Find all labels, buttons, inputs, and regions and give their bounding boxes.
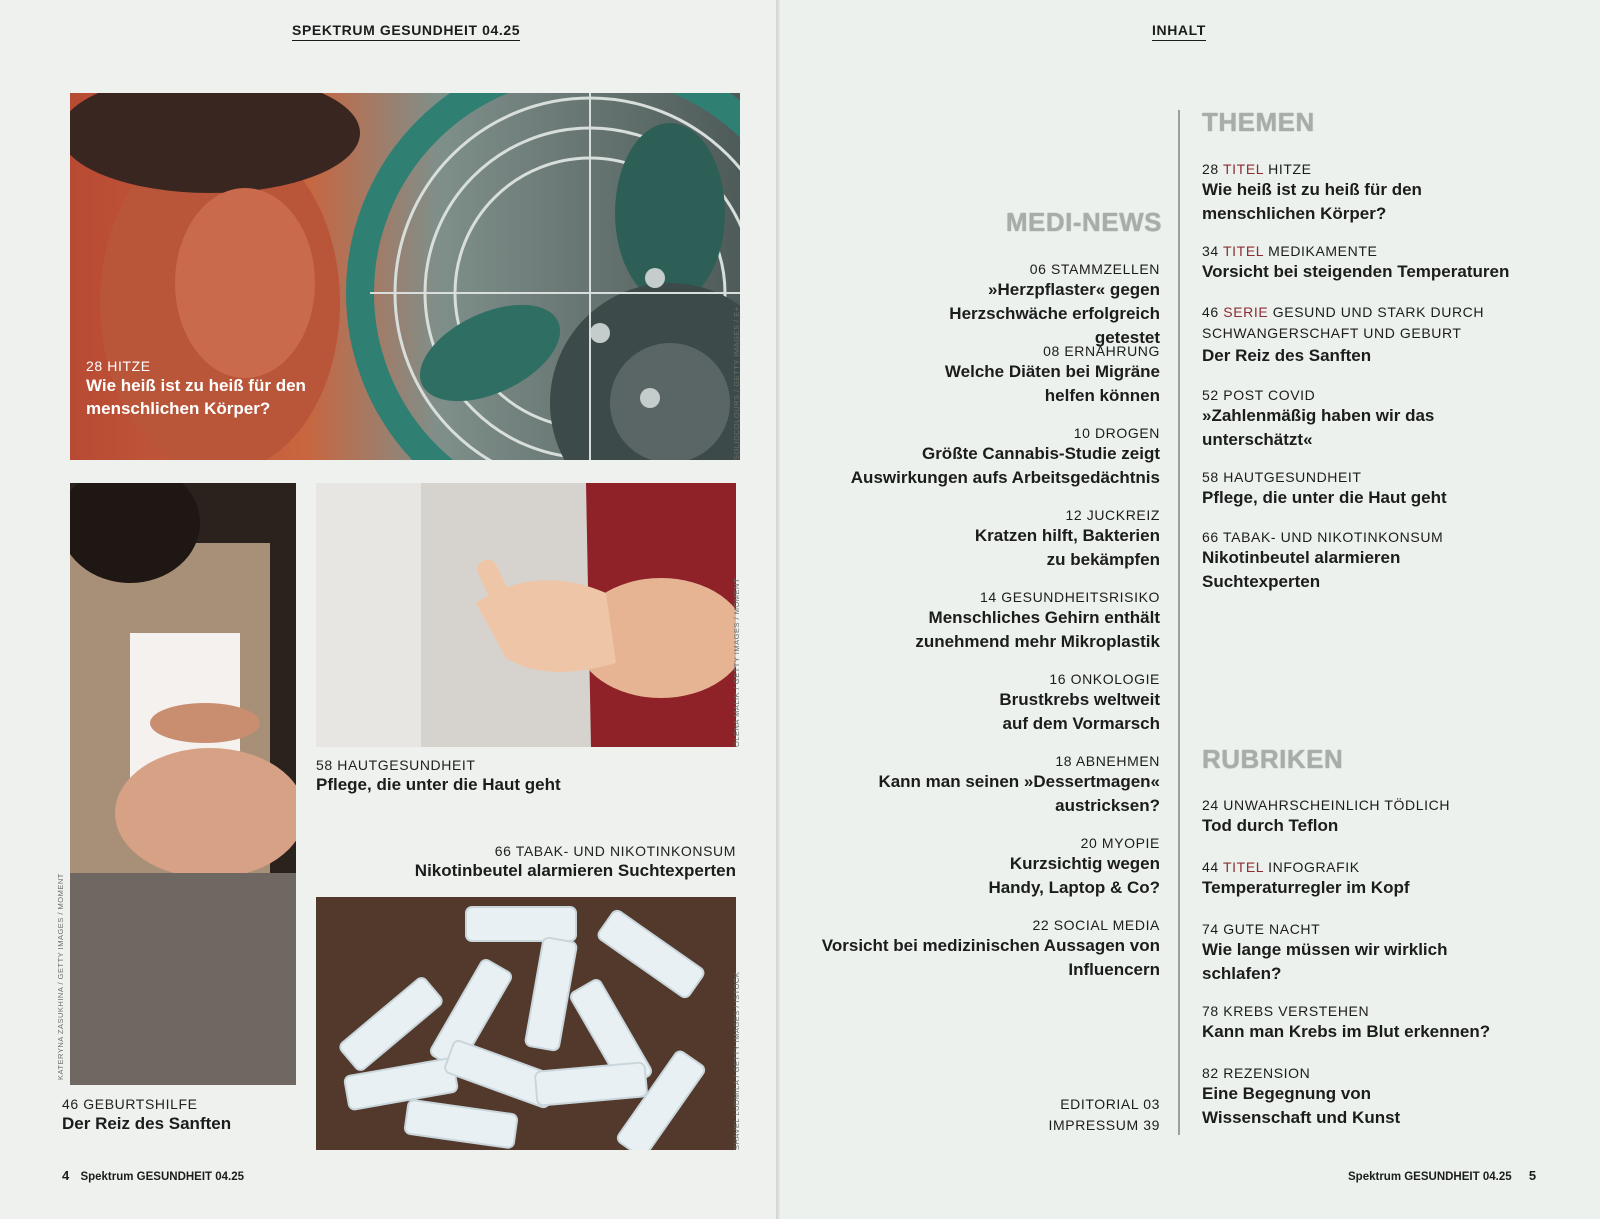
feature-rubric: 46 GEBURTSHILFE (62, 1096, 198, 1112)
toc-rubric: REZENSION (1223, 1065, 1311, 1081)
misc-label: IMPRESSUM (1048, 1117, 1139, 1133)
toc-entry[interactable] (820, 506, 1160, 572)
toc-title: Nikotinbeutel alarmieren Suchtexperten (1202, 548, 1401, 591)
feature-rubric: 58 HAUTGESUNDHEIT (316, 757, 476, 773)
toc-rubric: GESUND UND STARK DURCH SCHWANGERSCHAFT UND GEBURT (1202, 304, 1485, 341)
section-heading-medi-news: MEDI-NEWS (1005, 207, 1162, 237)
feature-caption-skin (316, 757, 561, 796)
toc-page: 46 (1202, 304, 1219, 320)
feature-title: Der Reiz des Sanften (62, 1114, 232, 1133)
toc-entry[interactable] (820, 588, 1160, 654)
toc-page: 58 (1202, 469, 1219, 485)
toc-title: Brustkrebs weltweit auf dem Vormarsch (999, 690, 1160, 733)
toc-rubric: HITZE (1268, 161, 1312, 177)
toc-page: 28 (1202, 161, 1219, 177)
toc-entry[interactable] (1202, 920, 1492, 986)
toc-title: Größte Cannabis-Studie zeigt Auswirkungen aufs Arbeitsgedächtnis (850, 444, 1160, 487)
photo-heat-fan (70, 93, 740, 460)
misc-page: 03 (1143, 1096, 1160, 1112)
toc-title: Der Reiz des Sanften (1202, 346, 1372, 365)
toc-entry[interactable] (820, 916, 1160, 982)
folio-left (62, 1168, 244, 1183)
toc-entry[interactable] (820, 342, 1160, 408)
toc-rubric: KREBS VERSTEHEN (1223, 1003, 1370, 1019)
toc-rubric: 22 SOCIAL MEDIA (1032, 917, 1160, 933)
toc-rubric: 18 ABNEHMEN (1055, 753, 1160, 769)
toc-tag: SERIE (1223, 304, 1269, 320)
toc-rubric: 20 MYOPIE (1080, 835, 1160, 851)
toc-entry[interactable] (1202, 302, 1492, 368)
pregnant-illustration (70, 483, 296, 1085)
toc-rubric: 16 ONKOLOGIE (1049, 671, 1160, 687)
toc-entry[interactable] (820, 260, 1160, 350)
toc-page: 66 (1202, 529, 1219, 545)
misc-label: EDITORIAL (1060, 1096, 1139, 1112)
feature-caption-nicotine (380, 843, 736, 882)
toc-entry[interactable] (1202, 160, 1532, 226)
toc-title: Welche Diäten bei Migräne helfen können (944, 362, 1160, 405)
toc-page: 34 (1202, 243, 1219, 259)
toc-title: Vorsicht bei steigenden Temperaturen (1202, 262, 1510, 281)
photo-nicotine (316, 897, 736, 1150)
toc-title: Menschliches Gehirn enthält zunehmend mehr Mikroplastik (915, 608, 1160, 651)
toc-page: 52 (1202, 387, 1219, 403)
folio-right (1348, 1168, 1536, 1183)
misc-page: 39 (1143, 1117, 1160, 1133)
photo-credit: KATERYNA ZASUKHINA / GETTY IMAGES / MOMENT (56, 873, 65, 1080)
toc-title: Wie heiß ist zu heiß für den menschlichen Körper? (1202, 180, 1422, 223)
toc-title: Kann man Krebs im Blut erkennen? (1202, 1022, 1491, 1041)
feature-title: Pflege, die unter die Haut geht (316, 775, 561, 794)
toc-entry[interactable] (1202, 796, 1532, 838)
toc-title: Kann man seinen »Dessertmagen« austricksen? (878, 772, 1160, 815)
toc-entry[interactable] (1202, 858, 1532, 900)
toc-title: Kurzsichtig wegen Handy, Laptop & Co? (988, 854, 1160, 897)
toc-rubric: GUTE NACHT (1223, 921, 1321, 937)
toc-page: 44 (1202, 859, 1219, 875)
toc-title: Tod durch Teflon (1202, 816, 1339, 835)
toc-title: Temperaturregler im Kopf (1202, 878, 1410, 897)
toc-tag: TITEL (1223, 243, 1264, 259)
toc-entry[interactable] (820, 834, 1160, 900)
toc-rubric: 08 ERNÄHRUNG (1043, 343, 1160, 359)
feature-title: Wie heiß ist zu heiß für den menschlichen Körper? (86, 376, 306, 418)
feature-title: Nikotinbeutel alarmieren Suchtexperten (414, 861, 736, 880)
pouches-illustration (316, 897, 736, 1150)
toc-entry[interactable] (1202, 1002, 1532, 1044)
toc-title: Wie lange müssen wir wirklich schlafen? (1202, 940, 1448, 983)
page-number: 4 (62, 1168, 70, 1183)
folio-magazine: Spektrum GESUNDHEIT 04.25 (1348, 1171, 1512, 1183)
toc-rubric: UNWAHRSCHEINLICH TÖDLICH (1223, 797, 1451, 813)
toc-rubric: 14 GESUNDHEITSRISIKO (979, 589, 1160, 605)
misc-links (1000, 1094, 1160, 1136)
section-heading-themen: THEMEN (1202, 107, 1315, 137)
running-head-right: INHALT (1152, 22, 1206, 41)
toc-rubric: 10 DROGEN (1073, 425, 1160, 441)
photo-credit: SHAVEL LUDMILA / GETTY IMAGES / ISTOCK (732, 971, 741, 1150)
photo-credit: SOLIDCOLOURS / GETTY IMAGES / E+ (732, 306, 741, 460)
toc-rubric: INFOGRAFIK (1268, 859, 1360, 875)
toc-entry[interactable] (1202, 386, 1492, 452)
toc-rubric: MEDIKAMENTE (1268, 243, 1378, 259)
toc-entry[interactable] (820, 670, 1160, 736)
toc-entry[interactable] (1202, 468, 1522, 510)
photo-skin (316, 483, 736, 747)
toc-tag: TITEL (1223, 161, 1264, 177)
toc-title: Eine Begegnung von Wissenschaft und Kunst (1202, 1084, 1401, 1127)
toc-rubric: 06 STAMMZELLEN (1029, 261, 1160, 277)
feature-rubric: 66 TABAK- UND NIKOTINKONSUM (494, 843, 736, 859)
misc-link-impressum[interactable] (1000, 1115, 1160, 1136)
running-head-left: SPEKTRUM GESUNDHEIT 04.25 (292, 22, 520, 41)
toc-entry[interactable] (820, 424, 1160, 490)
toc-rubric: TABAK- UND NIKOTINKONSUM (1223, 529, 1444, 545)
left-page (0, 0, 782, 1219)
folio-magazine: Spektrum GESUNDHEIT 04.25 (80, 1171, 245, 1183)
toc-rubric: POST COVID (1223, 387, 1316, 403)
toc-title: »Herzpflaster« gegen Herzschwäche erfolgreich getestet (949, 280, 1160, 347)
toc-rubric: HAUTGESUNDHEIT (1223, 469, 1362, 485)
toc-title: Kratzen hilft, Bakterien zu bekämpfen (974, 526, 1160, 569)
photo-pregnant (70, 483, 296, 1085)
feature-caption-birth (62, 1096, 231, 1135)
feature-rubric: 28 HITZE (86, 358, 151, 374)
photo-credit: OLENA MALIK / GETTY IMAGES / MOMENT (732, 577, 741, 747)
toc-page: 82 (1202, 1065, 1219, 1081)
toc-tag: TITEL (1223, 859, 1264, 875)
toc-rubric: 12 JUCKREIZ (1065, 507, 1160, 523)
toc-entry[interactable] (1202, 1064, 1492, 1130)
page-number: 5 (1528, 1168, 1537, 1183)
section-heading-rubriken: RUBRIKEN (1202, 744, 1344, 774)
column-divider (1178, 110, 1180, 1135)
toc-title: Pflege, die unter die Haut geht (1202, 488, 1447, 507)
toc-page: 24 (1202, 797, 1219, 813)
skin-illustration (316, 483, 736, 747)
misc-link-editorial[interactable] (1000, 1094, 1160, 1115)
toc-title: Vorsicht bei medizinischen Aussagen von Influencern (821, 936, 1160, 979)
toc-entry[interactable] (820, 752, 1160, 818)
feature-caption-heat (86, 358, 306, 420)
toc-page: 78 (1202, 1003, 1219, 1019)
toc-entry[interactable] (1202, 242, 1542, 284)
toc-entry[interactable] (1202, 528, 1522, 594)
toc-title: »Zahlenmäßig haben wir das unterschätzt« (1202, 406, 1435, 449)
toc-page: 74 (1202, 921, 1219, 937)
